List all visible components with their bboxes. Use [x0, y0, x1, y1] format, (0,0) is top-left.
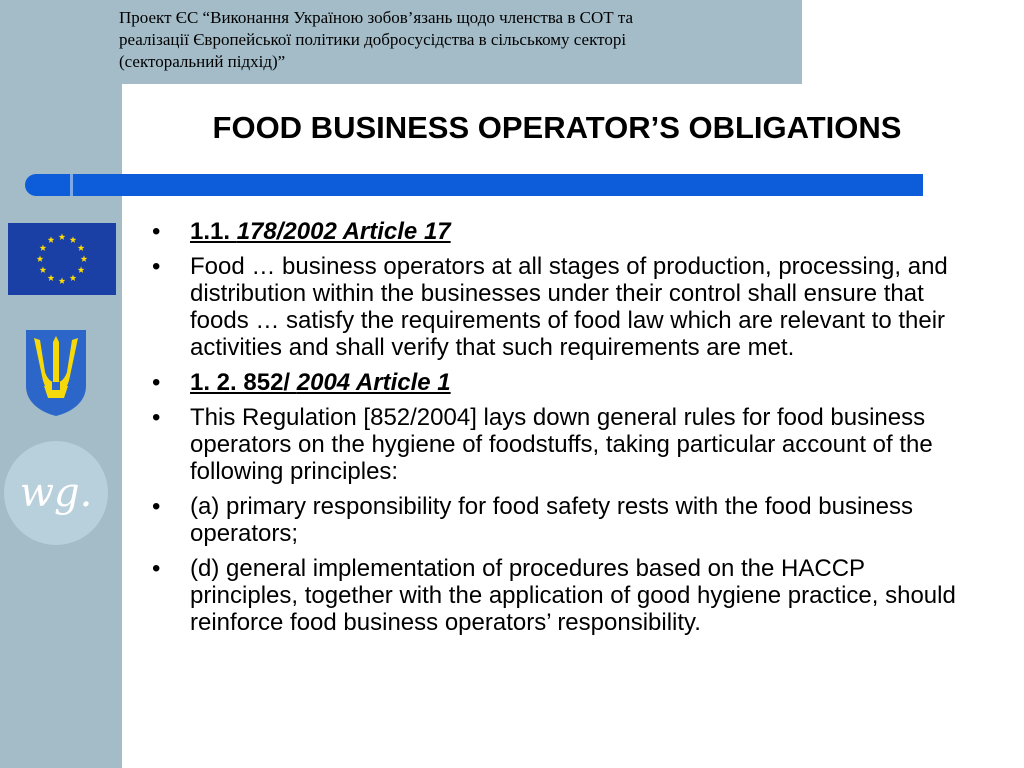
ukraine-coat-of-arms-icon — [22, 328, 90, 418]
bullet-list — [152, 218, 972, 644]
bar-notch — [70, 174, 73, 196]
list-item — [152, 218, 972, 245]
bullet-marker: • — [152, 493, 161, 520]
project-line-3: (секторальний підхід)” — [119, 52, 286, 71]
list-item — [152, 493, 972, 547]
regulation-heading — [190, 218, 972, 245]
project-line-2: реалізації Європейської політики добросусідства в сільському секторі — [119, 30, 627, 49]
bullet-marker: • — [152, 253, 161, 280]
regulation-article: 178/2002 Article 17 — [236, 218, 451, 245]
eu-flag-icon — [8, 223, 116, 295]
list-item-text: Food … business operators at all stages of production, processing, and distribution within the businesses under their control shall ensure that foods … satisfy the requirements of food law which are relevant to their activities and shall verify that such requirements are met. — [190, 253, 948, 361]
list-item — [152, 369, 972, 396]
list-item — [152, 555, 972, 636]
list-item — [152, 404, 972, 485]
regulation-number: 1. 2. 852/ — [190, 369, 297, 396]
project-line-1: Проект ЄС “Виконання Україною зобов’язань щодо членства в СОТ та — [119, 8, 634, 27]
regulation-article: 2004 Article 1 — [296, 369, 451, 396]
list-item-text: This Regulation [852/2004] lays down general rules for food business operators on the hygiene of foodstuffs, taking particular account of the following principles: — [190, 404, 933, 485]
list-item-text: (d) general implementation of procedures based on the HACCP principles, together with the application of good hygiene practice, should reinforce food business operators’ responsibility. — [190, 555, 956, 636]
list-item — [152, 253, 972, 361]
bullet-marker: • — [152, 218, 161, 245]
project-description — [119, 7, 799, 73]
wg-logo-icon — [3, 440, 109, 546]
regulation-heading — [190, 369, 972, 396]
slide-title: FOOD BUSINESS OPERATOR’S OBLIGATIONS — [212, 110, 902, 145]
list-item-text: (a) primary responsibility for food safety rests with the food business operators; — [190, 493, 913, 547]
bullet-marker: • — [152, 555, 161, 582]
bullet-marker: • — [152, 404, 161, 431]
title-underline-bar — [25, 174, 923, 196]
bullet-marker: • — [152, 369, 161, 396]
regulation-number: 1.1. — [190, 218, 237, 245]
wg-logo-text: wg. — [19, 470, 93, 516]
